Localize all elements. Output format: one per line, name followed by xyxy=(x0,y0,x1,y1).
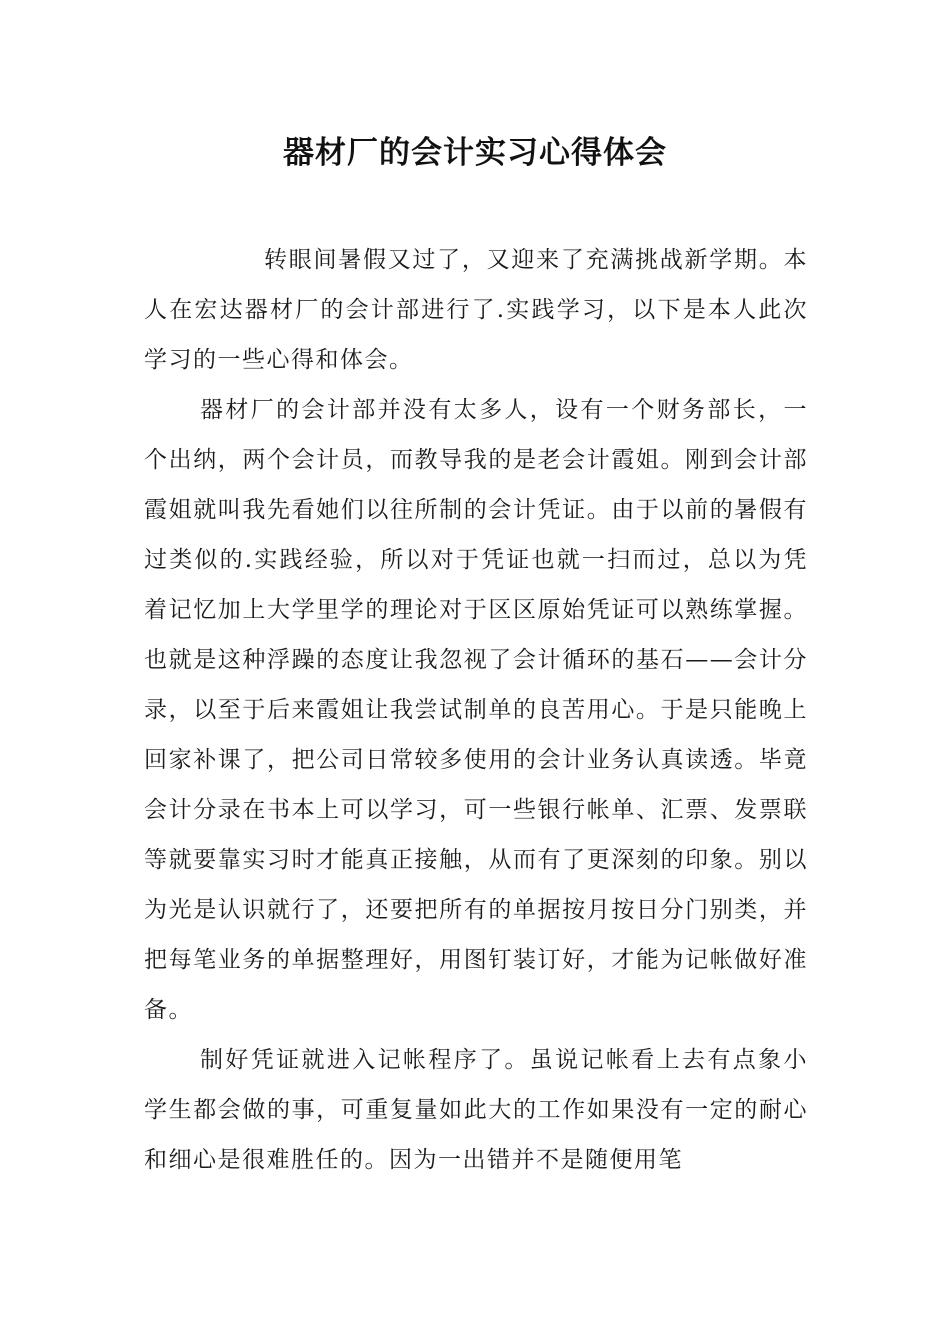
paragraph-2: 器材厂的会计部并没有太多人，设有一个财务部长，一个出纳，两个会计员，而教导我的是老会计霞姐。刚到会计部霞姐就叫我先看她们以往所制的会计凭证。由于以前的暑假有过类似的.实践经验，所以对于凭证也就一扫而过，总以为凭着记忆加上大学里学的理论对于区区原始凭证可以熟练掌握。也就是这种浮躁的态度让我忽视了会计循环的基石——会计分录，以至于后来霞姐让我尝试制单的良苦用心。于是只能晚上回家补课了，把公司日常较多使用的会计业务认真读透。毕竟会计分录在书本上可以学习，可一些银行帐单、汇票、发票联等就要靠实习时才能真正接触，从而有了更深刻的印象。别以为光是认识就行了，还要把所有的单据按月按日分门别类，并把每笔业务的单据整理好，用图钉装订好，才能为记帐做好准备。 xyxy=(144,397,808,1023)
paragraph-1: 转眼间暑假又过了，又迎来了充满挑战新学期。本人在宏达器材厂的会计部进行了.实践学习，以下是本人此次学习的一些心得和体会。 xyxy=(144,247,808,373)
paragraph-3: 制好凭证就进入记帐程序了。虽说记帐看上去有点象小学生都会做的事，可重复量如此大的工作如果没有一定的耐心和细心是很难胜任的。因为一出错并不是随便用笔 xyxy=(144,1047,808,1173)
document-body xyxy=(144,235,808,1185)
document-title: 器材厂的会计实习心得体会 xyxy=(283,135,667,171)
